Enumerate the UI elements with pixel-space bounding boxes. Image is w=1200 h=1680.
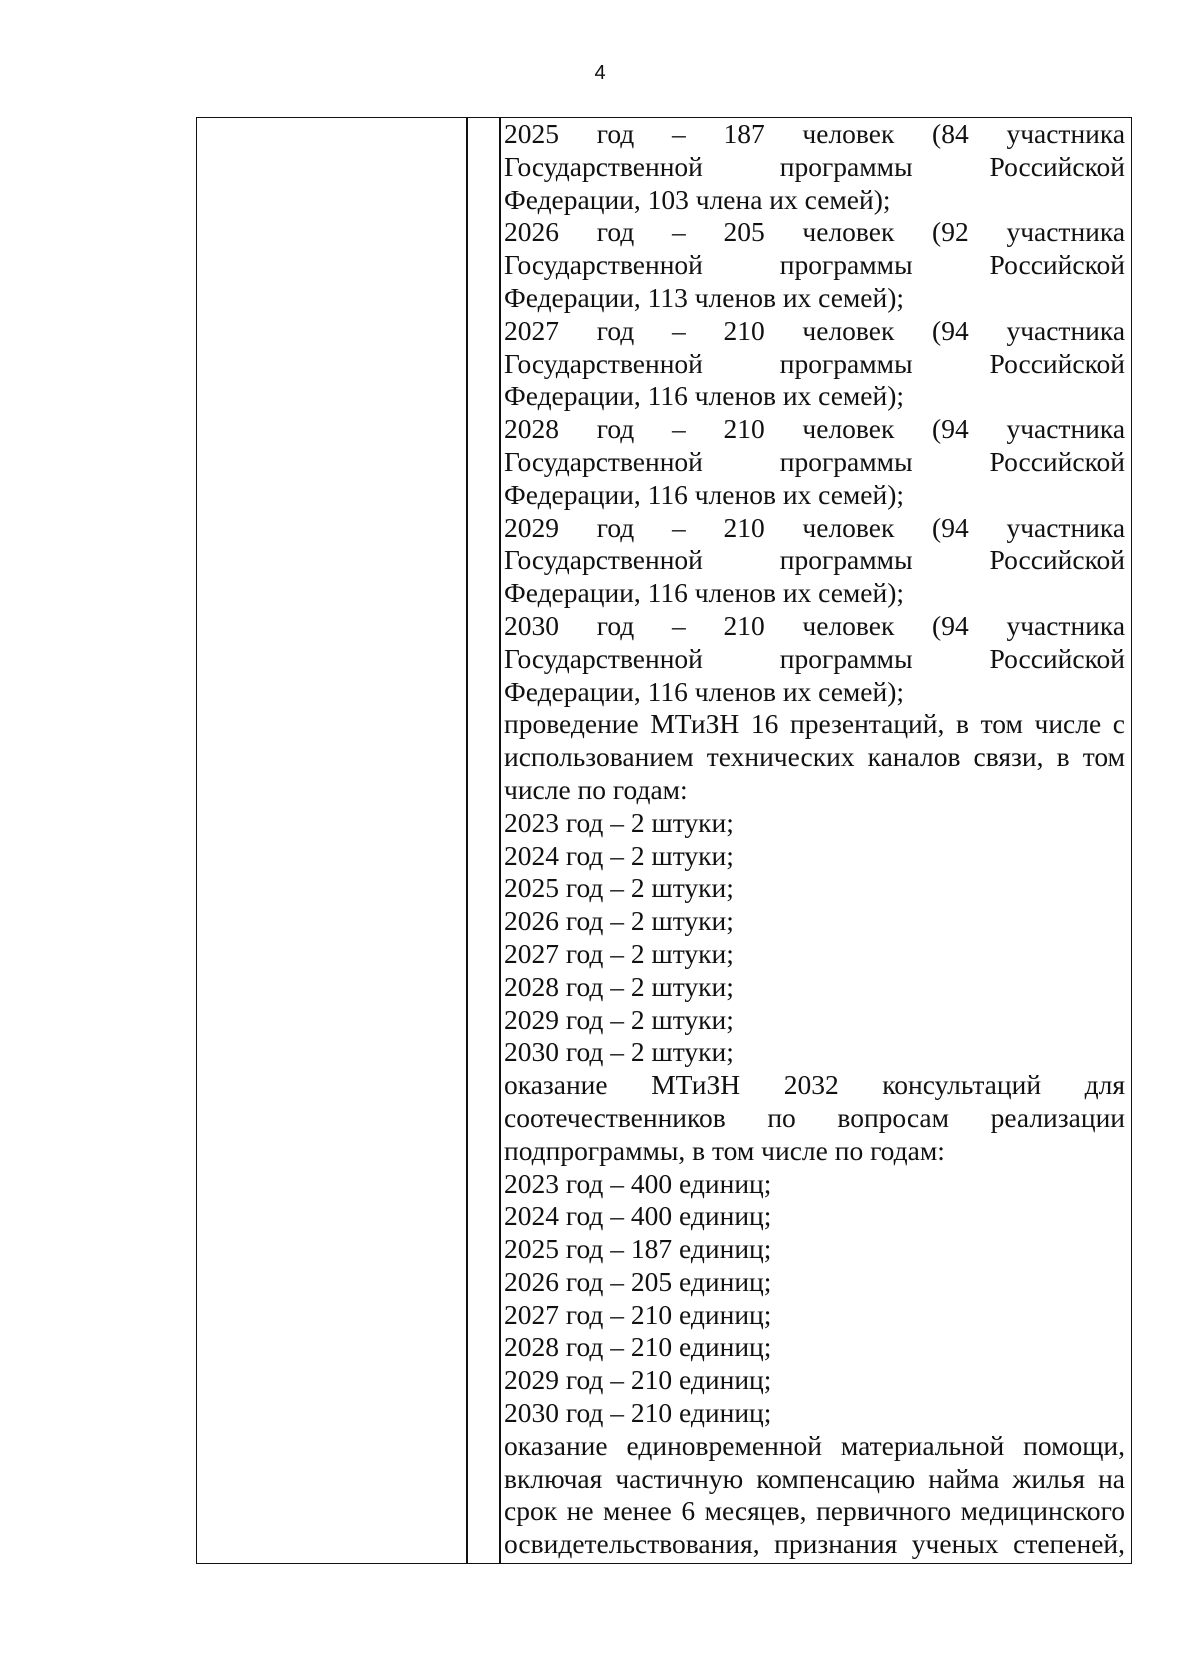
consultations-year-item: 2029 год – 210 единиц; (504, 1364, 772, 1396)
participants-year-line (504, 118, 1125, 151)
participants-word-year: год (596, 609, 635, 641)
participants-count: 210 (723, 314, 765, 346)
participants-word-participant: участника (1006, 511, 1126, 543)
page-number: 4 (594, 62, 606, 84)
participants-year: 2030 (504, 609, 559, 641)
presentations-intro-line: проведение МТиЗН 16 презентаций, в том числе с (504, 708, 1125, 740)
aid-text-line: включая частичную компенсацию найма жилья на (504, 1462, 1125, 1494)
participants-word-participant: участника (1006, 609, 1126, 641)
participants-part-count: (94 (932, 413, 969, 445)
participants-word-people: человек (802, 511, 895, 543)
participants-word-participant: участника (1006, 118, 1126, 149)
participants-line: Государственной программы Российской (504, 347, 1125, 379)
participants-line: Государственной программы Российской (504, 642, 1125, 674)
participants-line: Государственной программы Российской (504, 249, 1125, 281)
aid-text-line: срок не менее 6 месяцев, первичного медицинского (504, 1495, 1125, 1527)
presentations-intro-line: числе по годам: (504, 773, 688, 805)
participants-dash: – (671, 511, 686, 543)
participants-year: 2029 (504, 511, 559, 543)
participants-dash: – (671, 314, 686, 346)
presentations-year-item: 2030 год – 2 штуки; (504, 1036, 734, 1068)
participants-word-people: человек (802, 314, 895, 346)
participants-word-year: год (596, 314, 635, 346)
participants-word-participant: участника (1006, 413, 1126, 445)
participants-line: Федерации, 116 членов их семей); (504, 380, 905, 412)
presentations-year-item: 2029 год – 2 штуки; (504, 1003, 734, 1035)
consultations-year-item: 2030 год – 210 единиц; (504, 1397, 772, 1429)
presentations-year-item: 2023 год – 2 штуки; (504, 806, 734, 838)
consultations-year-item: 2028 год – 210 единиц; (504, 1331, 772, 1363)
consultations-year-item: 2026 год – 205 единиц; (504, 1265, 772, 1297)
participants-dash: – (671, 609, 686, 641)
participants-count: 210 (723, 609, 765, 641)
participants-count: 210 (723, 413, 765, 445)
participants-year-line (504, 413, 1125, 446)
participants-line: Федерации, 113 членов их семей); (504, 281, 905, 313)
participants-part-count: (94 (932, 511, 969, 543)
presentations-year-item: 2027 год – 2 штуки; (504, 937, 734, 969)
participants-word-participant: участника (1006, 314, 1126, 346)
consultations-intro-line: оказание МТиЗН 2032 консультаций для (504, 1069, 1125, 1101)
participants-year-line (504, 216, 1125, 249)
consultations-year-item: 2023 год – 400 единиц; (504, 1167, 772, 1199)
presentations-year-item: 2026 год – 2 штуки; (504, 905, 734, 937)
participants-dash: – (671, 413, 686, 445)
participants-line: Федерации, 103 члена их семей); (504, 183, 891, 215)
participants-dash: – (671, 216, 686, 248)
participants-word-participant: участника (1006, 216, 1126, 248)
participants-part-count: (92 (932, 216, 969, 248)
participants-year: 2027 (504, 314, 559, 346)
participants-word-year: год (596, 413, 635, 445)
consultations-year-item: 2027 год – 210 единиц; (504, 1298, 772, 1330)
participants-line: Федерации, 116 членов их семей); (504, 577, 905, 609)
document-table (196, 117, 1132, 1564)
participants-count: 210 (723, 511, 765, 543)
participants-year: 2026 (504, 216, 559, 248)
participants-year-line (504, 610, 1125, 643)
participants-year: 2025 (504, 118, 559, 149)
participants-word-people: человек (802, 118, 895, 149)
participants-word-people: человек (802, 609, 895, 641)
participants-word-people: человек (802, 413, 895, 445)
participants-year: 2028 (504, 413, 559, 445)
participants-line: Государственной программы Российской (504, 544, 1125, 576)
participants-line: Федерации, 116 членов их семей); (504, 478, 905, 510)
participants-part-count: (84 (932, 118, 969, 149)
participants-word-year: год (596, 511, 635, 543)
table-column-divider (466, 118, 468, 1563)
participants-line: Федерации, 116 членов их семей); (504, 675, 905, 707)
table-content-cell (504, 118, 1125, 1561)
presentations-year-item: 2028 год – 2 штуки; (504, 970, 734, 1002)
presentations-intro-line: использованием технических каналов связи, в том (504, 741, 1125, 773)
participants-count: 205 (723, 216, 765, 248)
consultations-intro-line: соотечественников по вопросам реализации (504, 1101, 1125, 1133)
participants-year-line (504, 512, 1125, 545)
participants-line: Государственной программы Российской (504, 150, 1125, 182)
consultations-year-item: 2025 год – 187 единиц; (504, 1233, 772, 1265)
table-column-divider (499, 118, 501, 1563)
consultations-intro-line: подпрограммы, в том числе по годам: (504, 1134, 945, 1166)
aid-text-line: освидетельствования, признания ученых степеней, (504, 1528, 1125, 1560)
presentations-year-item: 2024 год – 2 штуки; (504, 839, 734, 871)
presentations-year-item: 2025 год – 2 штуки; (504, 872, 734, 904)
participants-count: 187 (723, 118, 765, 149)
aid-text-line: оказание единовременной материальной помощи, (504, 1429, 1125, 1461)
participants-word-people: человек (802, 216, 895, 248)
participants-word-year: год (596, 216, 635, 248)
participants-dash: – (671, 118, 686, 149)
participants-word-year: год (596, 118, 635, 149)
participants-part-count: (94 (932, 609, 969, 641)
participants-line: Государственной программы Российской (504, 445, 1125, 477)
participants-part-count: (94 (932, 314, 969, 346)
participants-year-line (504, 315, 1125, 348)
consultations-year-item: 2024 год – 400 единиц; (504, 1200, 772, 1232)
